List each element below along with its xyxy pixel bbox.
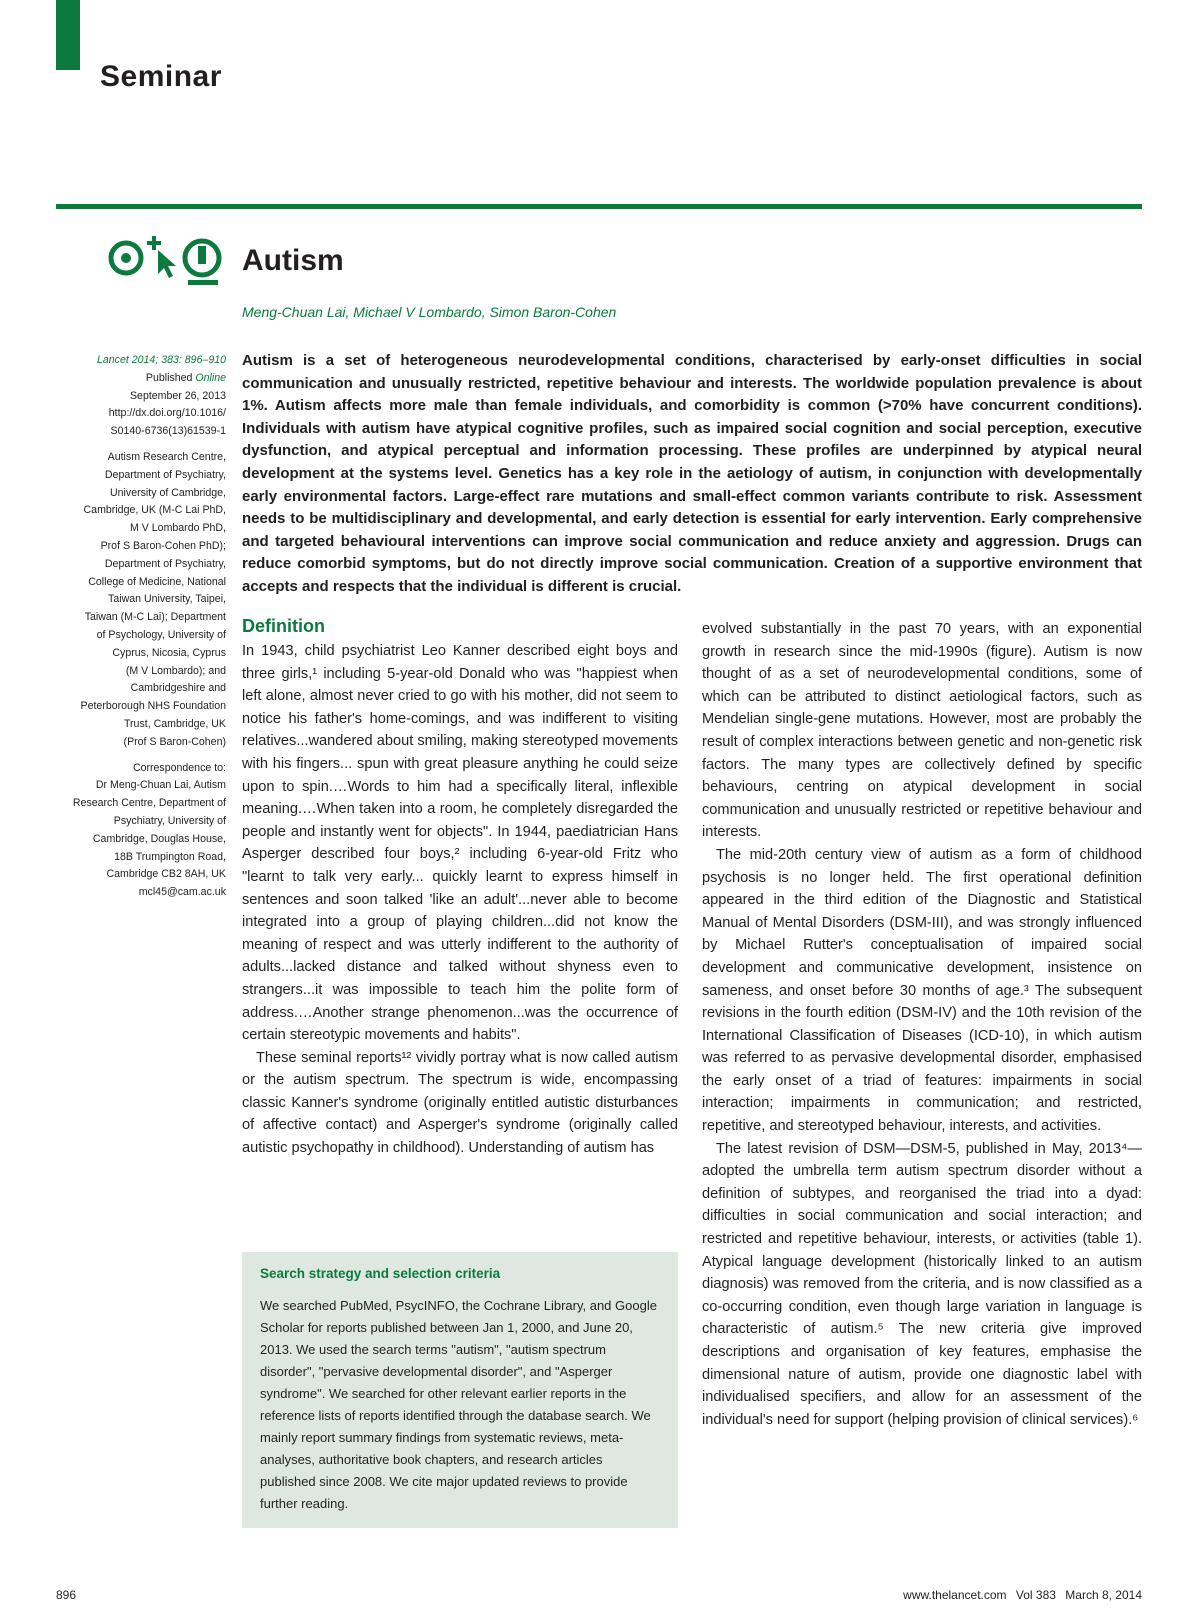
access-icons <box>108 236 228 290</box>
author-list[interactable]: Meng-Chuan Lai, Michael V Lombardo, Simon Baron-Cohen <box>242 304 617 320</box>
doi-link[interactable]: http://dx.doi.org/10.1016/ S0140-6736(13)61539-1 <box>108 407 226 438</box>
left-column <box>242 614 678 1160</box>
published-line <box>56 370 226 388</box>
definition-paragraph-1: In 1943, child psychiatrist Leo Kanner described eight boys and three girls,¹ including 5-year-old Donald who was "happiest when left alone, almost never cried to go with his mother, did not seem to notice his father's home-comings, and was indifferent to visiting relatives...wandered about smiling, making stereotyped movements with his fingers... spun with great pleasure anything he could seize upon to spin.…Words to him had a specifically literal, inflexible meaning.…When taken into a room, he completely disregarded the people and instantly went for objects". In 1944, paediatrician Hans Asperger described four boys,² including 6-year-old Fritz who "learnt to talk very early... quickly learnt to express himself in sentences and soon talked 'like an adult'...never able to become integrated into a group of playing children...did not know the meaning of respect and was utterly indifferent to the authority of adults...lacked distance and talked without shyness even to strangers...it was impossible to teach him the polite form of address.…Another strange phenomenon...was the occurrence of certain stereotypic movements and habits". <box>242 643 678 1044</box>
correspondence-label: Correspondence to: <box>132 761 226 774</box>
open-access-icon[interactable] <box>111 243 141 273</box>
page-number: 896 <box>56 1588 77 1602</box>
right-paragraph-2: The mid-20th century view of autism as a form of childhood psychosis is no longer held. The first operational definition appeared in the third edition of the Diagnostic and Statistical Manual of Mental Disorders (DSM-III), and was strongly influenced by Michael Rutter's conceptualisation of impaired social development and communicative development, insistence on sameness, and onset before 30 months of age.³ The subsequent revisions in the fourth edition (DSM-IV) and the 10th revision of the International Classification of Diseases (ICD-10), in which autism was referred to as pervasive developmental disorder, emphasised the early onset of a triad of features: impairments in social interaction; impairments in communication; and restricted, repetitive, and stereotyped behaviour, interests, and activities. <box>702 846 1142 1135</box>
publication-date: September 26, 2013 <box>129 389 226 402</box>
cursor-plus-icon[interactable] <box>147 236 176 278</box>
header-rule <box>56 204 1142 209</box>
abstract: Autism is a set of heterogeneous neurodevelopmental conditions, characterised by early-onset difficulties in social communication and unusually restricted, repetitive behaviour and interests. The worldwide population prevalence is about 1%. Autism affects more male than female individuals, and comorbidity is common (>70% have concurrent conditions). Individuals with autism have atypical cognitive profiles, such as impaired social cognition and social perception, executive dysfunction, and atypical perceptual and information processing. These profiles are underpinned by atypical neural development at the systems level. Genetics has a key role in the aetiology of autism, in conjunction with developmentally early environmental factors. Large-effect rare mutations and small-effect common variants contribute to risk. Assessment needs to be multidisciplinary and developmental, and early detection is essential for early intervention. Early comprehensive and targeted behavioural interventions can improve social communication and reduce anxiety and aggression. Drugs can reduce comorbid symptoms, but do not directly improve social communication. Creation of a supportive environment that accepts and respects that the individual is different is crucial. <box>242 352 1142 595</box>
search-strategy-box <box>242 1252 678 1528</box>
search-strategy-body: We searched PubMed, PsycINFO, the Cochrane Library, and Google Scholar for reports published between Jan 1, 2000, and June 20, 2013. We used the search terms "autism", "autism spectrum disorder", "pervasive developmental disorder", and "Asperger syndrome". We searched for other relevant earlier reports in the reference lists of reports identified through the database search. We mainly report summary findings from systematic reviews, meta-analyses, authoritative book chapters, and research articles published since 2008. We cite major updated reviews to provide further reading. <box>260 1298 657 1511</box>
footer-info <box>897 1588 1142 1602</box>
crossmark-icon[interactable] <box>185 241 219 285</box>
right-paragraph-1: evolved substantially in the past 70 years, with an exponential growth in research since the mid-1990s (figure). Autism is now thought of as a set of neurodevelopmental conditions, some of which can be attributed to distinct aetiological factors, such as Mendelian single-gene mutations. However, most are probably the result of complex interactions between genetic and non-genetic risk factors. The many types are collectively defined by specific behaviours, centring on atypical development in social communication and unusually restricted or repetitive behaviour and interests. <box>702 621 1142 841</box>
definition-paragraph-2: These seminal reports¹² vividly portray what is now called autism or the autism spectrum. The spectrum is wide, encompassing classic Kanner's syndrome (originally entitled autistic disturbances of affective contact) and Asperger's syndrome (originally called autistic psychopathy in childhood). Understanding of autism has <box>242 1049 678 1157</box>
volume: Vol 383 <box>1015 1588 1056 1602</box>
search-strategy-title: Search strategy and selection criteria <box>260 1266 501 1281</box>
definition-heading: Definition <box>242 616 325 636</box>
affiliations: Autism Research Centre, Department of Psychiatry, University of Cambridge, Cambridge, UK (M-C Lai PhD, M V Lombardo PhD, Prof S Baron-Cohen PhD); Department of Psychiatry, College of Medicine, National Taiwan University, Taipei, Taiwan (M-C Lai); Department of Psychology, University of Cyprus, Nicosia, Cyprus (M V Lombardo); and Cambridgeshire and Peterborough NHS Foundation Trust, Cambridge, UK (Prof S Baron-Cohen) <box>80 450 226 748</box>
published-prefix: Published <box>145 371 196 384</box>
header-accent-bar <box>56 0 80 70</box>
published-online-link[interactable]: Online <box>195 371 226 384</box>
issue-date: March 8, 2014 <box>1065 1588 1142 1602</box>
section-label: Seminar <box>100 60 222 93</box>
article-title: Autism <box>242 244 344 277</box>
right-column <box>702 618 1142 1431</box>
correspondence-address: Dr Meng-Chuan Lai, Autism Research Centre, Department of Psychiatry, University of Cambridge, Douglas House, 18B Trumpington Road, Cambridge CB2 8AH, UK mcl45@cam.ac.uk <box>72 779 226 899</box>
article-sidebar <box>56 352 226 902</box>
website-link[interactable]: www.thelancet.com <box>903 1588 1007 1602</box>
right-paragraph-3: The latest revision of DSM—DSM-5, published in May, 2013⁴—adopted the umbrella term autism spectrum disorder without a definition of subtypes, and reorganised the triad into a dyad: difficulties in social communication and social interaction; and restricted and repetitive behaviour, interests, or activities (table 1). Atypical language development (historically linked to an autism diagnosis) was removed from the criteria, and is now classified as a co-occurring condition, even though large variation in language is characteristic of autism.⁵ The new criteria give improved descriptions and organisation of key features, emphasise the dimensional nature of autism, provide one diagnostic label with individualised specifiers, and allow for an assessment of the individual's need for support (helping provision of clinical services).⁶ <box>702 1140 1142 1428</box>
citation: Lancet 2014; 383: 896–910 <box>96 354 226 366</box>
